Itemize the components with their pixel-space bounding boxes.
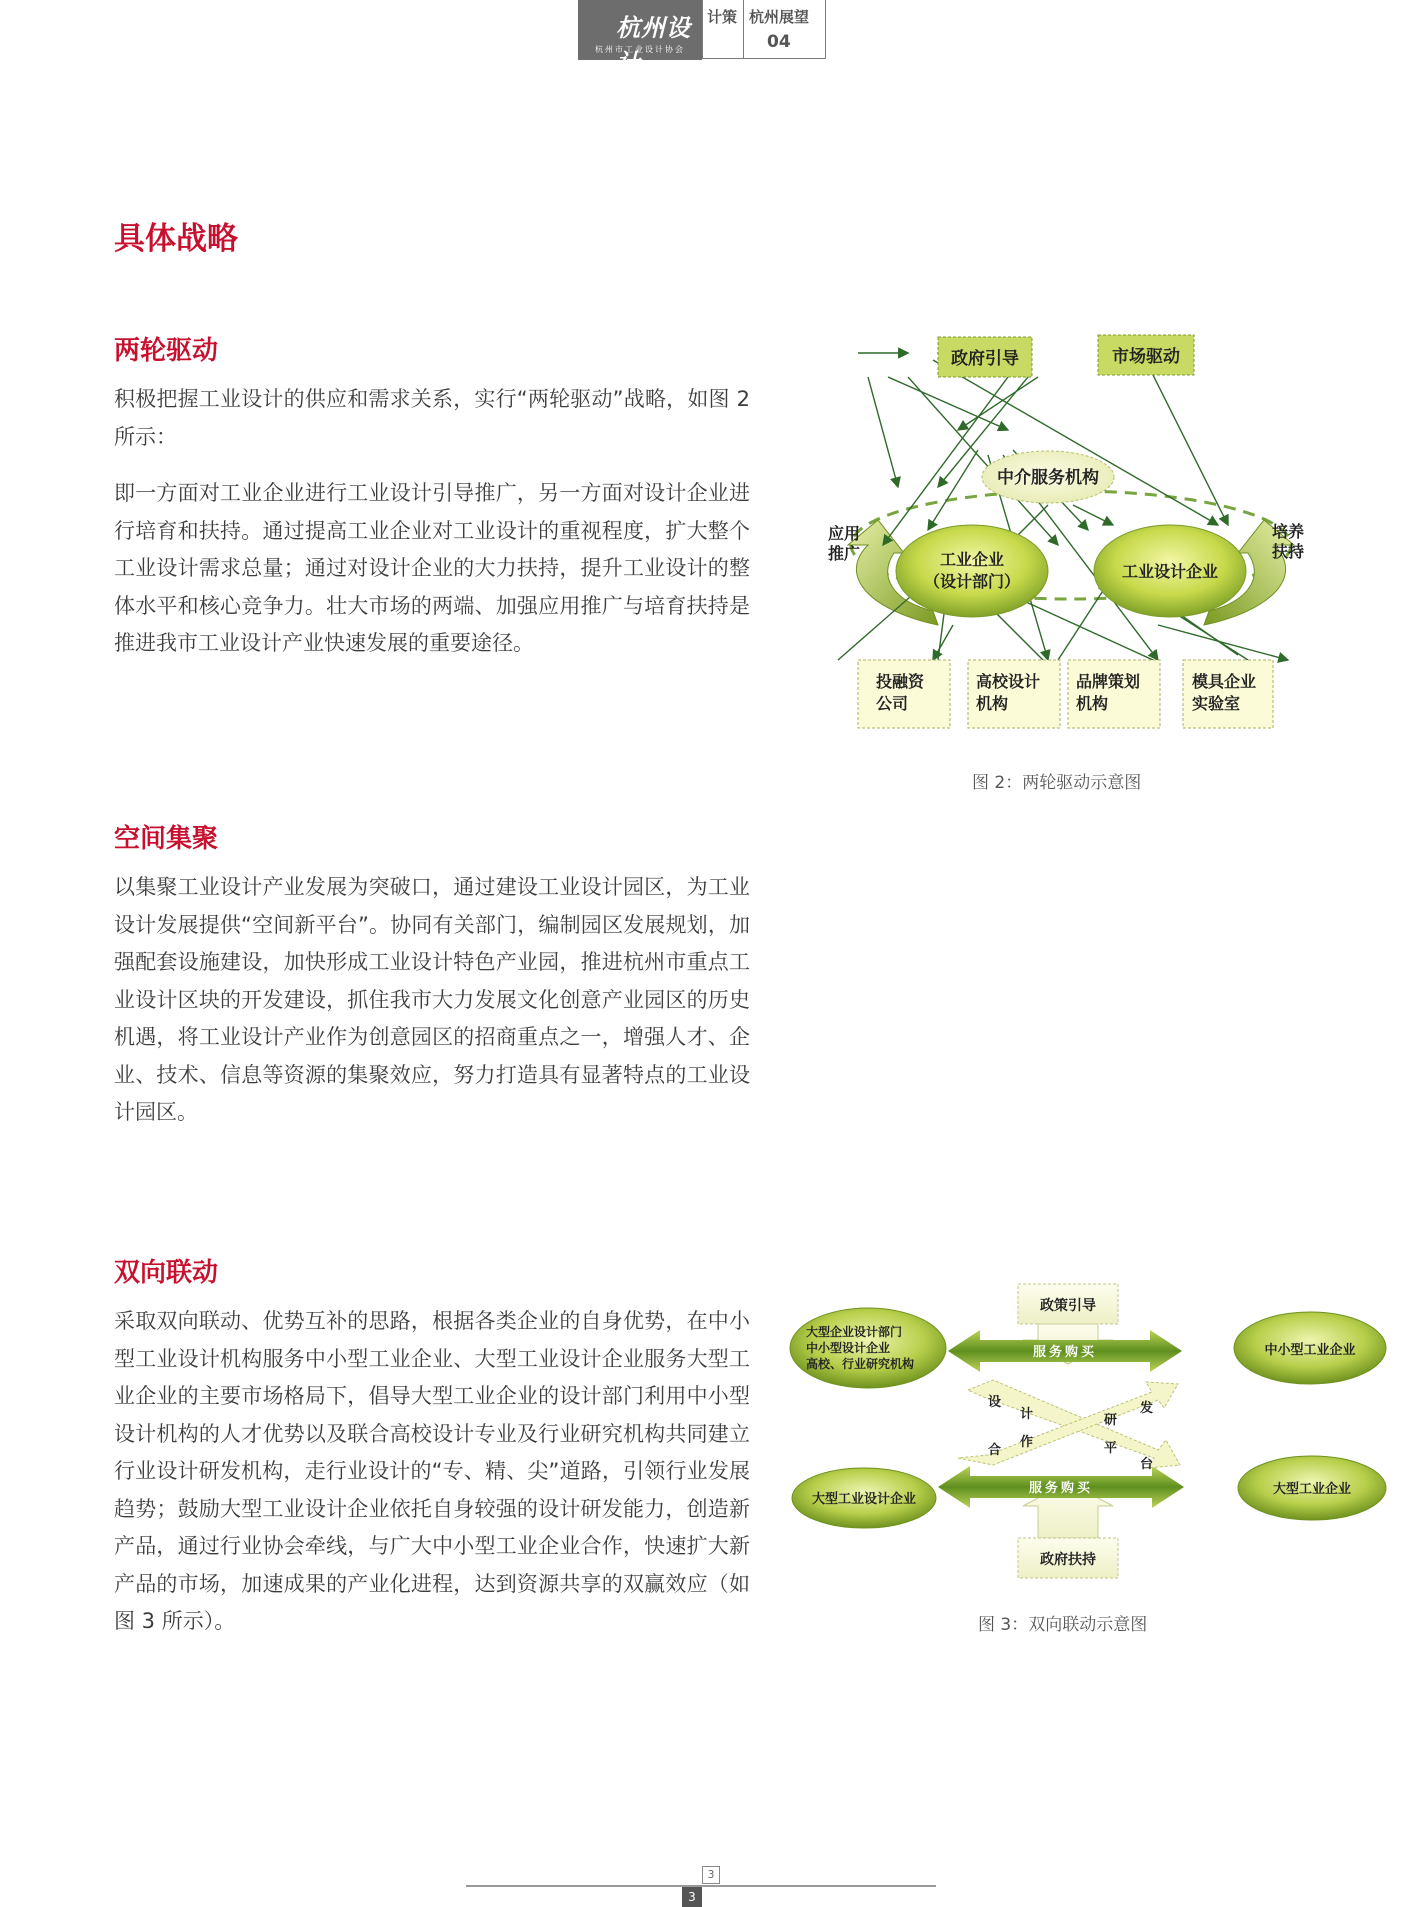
industry-label-2: （设计部门） <box>923 572 1021 591</box>
cross-char-4: 作 <box>1020 1435 1034 1450</box>
apply-label-1: 应用 <box>828 524 861 543</box>
cultivate-label-2: 扶持 <box>1272 542 1305 561</box>
tl-label-1: 大型企业设计部门 <box>806 1325 903 1339</box>
cultivate-label-1: 培养 <box>1272 522 1305 541</box>
cross-char-2: 计 <box>1020 1407 1034 1422</box>
design-label: 工业设计企业 <box>1121 562 1219 581</box>
gov-support-label: 政府扶持 <box>1040 1552 1096 1568</box>
tl-label-2: 中小型设计企业 <box>806 1341 891 1355</box>
gov-guide-label: 政府引导 <box>951 349 1019 369</box>
section3-heading: 双向联动 <box>114 1258 219 1288</box>
section2-paragraph: 以集聚工业设计产业发展为突破口，通过建设工业设计园区，为工业设计发展提供“空间新平台”。协同有关部门，编制园区发展规划，加强配套设施建设，加快形成工业设计特色产业园，推进杭州市重点工业设计区块的开发建设，抓住我市大力发展文化创意产业园区的历史机遇，将工业设计产业作为创意园区的招商重点之一，增强人才、企业、技术、信息等资源的集聚效应，努力打造具有显著特点的工业设计园区。 <box>114 875 750 1124</box>
section1-heading: 两轮驱动 <box>114 336 219 366</box>
footer-page-number: 3 <box>682 1887 702 1907</box>
cross-char-1: 设 <box>988 1395 1002 1410</box>
header-divider <box>743 0 744 58</box>
bl-label: 大型工业设计企业 <box>811 1492 917 1507</box>
brand-label-1: 品牌策划 <box>1076 672 1141 691</box>
section2-heading: 空间集聚 <box>114 824 219 854</box>
tr-label: 中小型工业企业 <box>1264 1343 1356 1358</box>
cross-char-6: 发 <box>1140 1401 1154 1416</box>
header-logo <box>578 0 702 77</box>
university-label-2: 机构 <box>976 694 1009 713</box>
section1-paragraph1: 积极把握工业设计的供应和需求关系，实行“两轮驱动”战略，如图 2 所示： <box>114 387 750 449</box>
tl-label-3: 高校、行业研究机构 <box>806 1357 915 1371</box>
header-title: 杭州展望 <box>749 8 810 26</box>
figure3-caption: 图 3：双向联动示意图 <box>978 1615 1148 1635</box>
industry-label-1: 工业企业 <box>939 550 1005 569</box>
figure3-diagram <box>788 1280 1392 1580</box>
cross-char-5: 研 <box>1104 1413 1118 1428</box>
section3-paragraph: 采取双向联动、优势互补的思路，根据各类企业的自身优势，在中小型工业设计机构服务中小型工业企业、大型工业设计企业服务大型工业企业的主要市场格局下，倡导大型工业企业的设计部门利用中小型设计机构的人才优势以及联合高校设计专业及行业研究机构共同建立行业设计研发机构，走行业设计的“专、精、尖”道路，引领行业发展趋势；鼓励大型工业设计企业依托自身较强的设计研发能力，创造新产品，通过行业协会牵线，与广大中小型工业企业合作，快速扩大新产品的市场，加速成果的产业化进程，达到资源共享的双赢效应（如图 3 所示）。 <box>114 1309 750 1633</box>
page-title: 具体战略 <box>114 221 238 257</box>
brand-label-2: 机构 <box>1076 694 1109 713</box>
buy-label-top: 服务购买 <box>1032 1345 1098 1360</box>
cross-char-8: 台 <box>1140 1457 1154 1472</box>
mold-label-2: 实验室 <box>1192 694 1241 713</box>
logo-subtitle: 杭州市工业设计协会 <box>595 45 685 54</box>
policy-label: 政策引导 <box>1040 1298 1096 1314</box>
industry-ellipse <box>896 525 1048 617</box>
header-page: 04 <box>767 32 791 52</box>
agency-label: 中介服务机构 <box>997 468 1099 488</box>
header-section: 计策 <box>707 8 738 26</box>
finance-label-2: 公司 <box>876 694 909 713</box>
market-drive-label: 市场驱动 <box>1112 347 1180 367</box>
apply-label-2: 推广 <box>828 544 861 563</box>
header-box <box>702 0 826 59</box>
br-label: 大型工业企业 <box>1272 1482 1352 1497</box>
mold-label-1: 模具企业 <box>1192 672 1257 691</box>
figure2-caption: 图 2：两轮驱动示意图 <box>972 773 1142 793</box>
university-label-1: 高校设计 <box>976 672 1041 691</box>
section1-paragraph2: 即一方面对工业企业进行工业设计引导推广，另一方面对设计企业进行培育和扶持。通过提高工业企业对工业设计的重视程度，扩大整个工业设计需求总量；通过对设计企业的大力扶持，提升工业设计的整体水平和核心竞争力。壮大市场的两端、加强应用推广与培育扶持是推进我市工业设计产业快速发展的重要途径。 <box>114 481 750 655</box>
logo-script: 杭州设计 <box>616 13 691 77</box>
figure2-diagram <box>808 325 1334 735</box>
finance-label-1: 投融资 <box>876 672 925 691</box>
buy-label-bottom: 服务购买 <box>1028 1481 1094 1496</box>
cross-char-3: 合 <box>988 1443 1002 1458</box>
footer-page-box: 3 <box>702 1866 720 1884</box>
cross-char-7: 平 <box>1104 1441 1118 1456</box>
